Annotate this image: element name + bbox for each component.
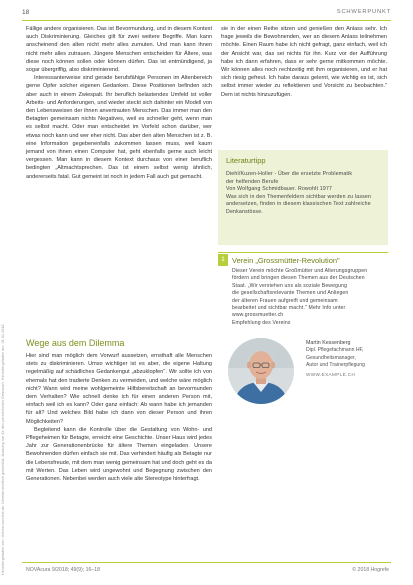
literature-line: Von Wolfgang Schmidbauer. Rowohlt 1977	[226, 186, 333, 193]
verein-line: Empfehlung des Vereins	[232, 319, 291, 326]
body-paragraph: sie in der einen Reihe sitzen und genießen den Anlass sehr. Ich frage jeweils die Bewohnenden, wer an diesem Anlass teilnehmen möchte. Einen Raum habe ich nicht gefragt, ganz einfach, weil ich der Ansicht war, das sei nichts für ihn. Kurz vor der Aufführung habe ich dann erfahren, dass er sehr gerne mitkommen möchte. Wir können alles noch rechtzeitig mit ihm organisieren, und er hat sich riesig gefreut. Ich habe daraus gelernt, wie wichtig es ist, sich selbst immer wieder zu reflektieren und Vorsicht zu beobachten." Dem ist nichts hinzuzufügen.	[221, 26, 387, 98]
verein-title: Verein „Grossmütter-Revolution"	[232, 256, 340, 265]
verein-line: fördern und bringen diesen Themen aus der Deutschen	[232, 275, 365, 282]
page-number: 18	[22, 9, 30, 16]
author-credential: Gesundheitsmanager,	[306, 354, 356, 361]
author-website[interactable]: WWW.EXAMPLE.CH	[306, 372, 356, 378]
bottom-rule	[22, 562, 391, 563]
literature-line: Was sich in den Themenfeldern sichtbar werden zu lassen	[226, 193, 372, 200]
verein-line: der älteren Frauen aufgreift und gemeinsam	[232, 297, 338, 304]
verein-box	[218, 252, 388, 328]
author-portrait	[228, 338, 294, 404]
section-label: SCHWERPUNKT	[336, 9, 391, 15]
footer-copyright: © 2018 Hogrefe	[352, 567, 389, 573]
side-watermark: Heruntergeladen von: thieme-connect.de. Urheberrechtlich geschützt. Nutzung nur für den persönlichen Gebrauch. Heruntergeladen am: 01.01.2018	[1, 324, 5, 575]
left-column-continued	[26, 352, 212, 483]
verein-link[interactable]: www.grossmuetter.ch	[232, 312, 284, 319]
verein-number-badge: 1	[218, 254, 228, 266]
footer-citation: NOVAcura 9/2018; 49(9); 16–18	[26, 567, 101, 573]
verein-line: Dieser Verein möchte Großmütter und Alterungsgruppen	[232, 268, 368, 274]
author-photo	[228, 338, 294, 404]
literature-line: Denkanstösse.	[226, 208, 263, 215]
author-credential: Dipl. Pflegefachmann HF,	[306, 347, 364, 354]
section-subheading: Wege aus dem Dilemma	[26, 338, 125, 348]
verein-line: Staat. „Wir verstehen uns als soziale Bewegung	[232, 282, 348, 289]
verein-line: die gesellschaftsrelevante Themen und Anliegen	[232, 290, 349, 297]
literature-line: der helfenden Berufe	[226, 178, 279, 185]
body-paragraph: Interessanterweise sind gerade berufsfähige Personen im Altenbereich gerne Opfer solcher eigenen Gedanken. Diese Positionen befinden sich aber auch in einem Zwiespalt. Ihr beruflich belastendes Umfeld ist voller Arbeits- und Anforderungen, und wieder steckt sich dahinter ein Modell von den Lebensweisen der ihnen anvertrauten Menschen. Das immer man den Betagten gemeinsam nichts Negatives, weil es schneller geht, wenn man es selbst macht. Oder man entscheidet im Vorfeld schon darüber, wer etwas noch kann und wer eher nicht. Das aber den alten Menschen ist z. B. eine Information gegebenenfalls zukommen lassen muss, weil kaum jemand von ihnen einen Computer hat, geht ebenfalls gerne auch leicht vergessen. Man kann in diesem Kontext durchaus von einer beruflich bedingten „Altmachtsprechen. Das ist einem selbst wenig ähnlich, andererseits fatal. Gut gemeint ist noch in jedem Fall auch gut gemacht.	[26, 75, 212, 180]
verein-line: bearbeitet und sichtbar macht." Mehr Info unter	[232, 305, 346, 312]
author-block	[306, 340, 392, 378]
literature-line: andersetzen, finden in diesem klassischen Text zahlreiche	[226, 201, 371, 208]
verein-text	[232, 268, 388, 327]
author-credential: Autor und Trainerpflegung	[306, 361, 365, 368]
literature-line: Diehl/Kuzen-Holler - Über die ersetzte Problematik	[226, 171, 353, 177]
right-column	[221, 25, 387, 99]
literature-tip-title: Literaturtipp	[226, 156, 266, 165]
body-paragraph: Hier sind man möglich dem Vorwurf aussetzen, ernsthaft alle Menschen stets zu diskriminieren. Umso wichtiger ist es aber, die eigene Haltung regelmäßig auf schädliches Gedankengut „abzuklopfen". Wir sollte ich von ehemals hat den tradierte Denken zu vermeiden, und welche wäre möglich nicht? Wann wird meine wohlgemeinte Hilfsbereitschaft an bevormunden dem Verhalten? Wie schnell denke ich für einen anderen Person mit, einfach weil ich es kann? Oder ganz einfach: Ab wann habe ich jemanden für alt? Und welches Bild habe ich dann von dieser Person und ihren Möglichkeiten?	[26, 353, 212, 425]
literature-tip-box	[218, 150, 388, 245]
top-rule	[22, 20, 391, 21]
body-paragraph: Begleitend kann die Kontrolle über die Gestaltung von Wohn- und Pflegeheimen für Betagte, erreicht eine Geschichte. Unser Haus wird jedes Jahr zur Generationenbrücke für ältere Themen eingeladen. Unsere Bewohnenden dürfen einfach sie mit. Das verhindert häufig als Betagte nur die Lebensfreude, mit dem man wenig gemeinsam hat und doch geht es da mit Werten. Das Leben wird ungewohnt und Begegnung zwischen den Generationen. Nebenbei werden auch viele alte Stereotype hinterfragt.	[26, 426, 212, 483]
author-name: Martin Kessenberg	[306, 340, 351, 346]
left-column	[26, 25, 212, 181]
body-paragraph: Fällige andere organisieren. Das ist Bevormundung, und in diesem Kontext auch Diskriminierung. Gleiches gilt für zwei weitere Begriffe. Man kann anscheinend den alten nicht mehr alles zumuten. Und man kann ihnen nicht mehr alles zutrauen. Jüngere Menschen entscheiden für Ältere, was diese noch können sollen oder können dürfen. Das ist entmündigend, ja sogar übergriffig, also diskriminierend.	[26, 26, 212, 74]
